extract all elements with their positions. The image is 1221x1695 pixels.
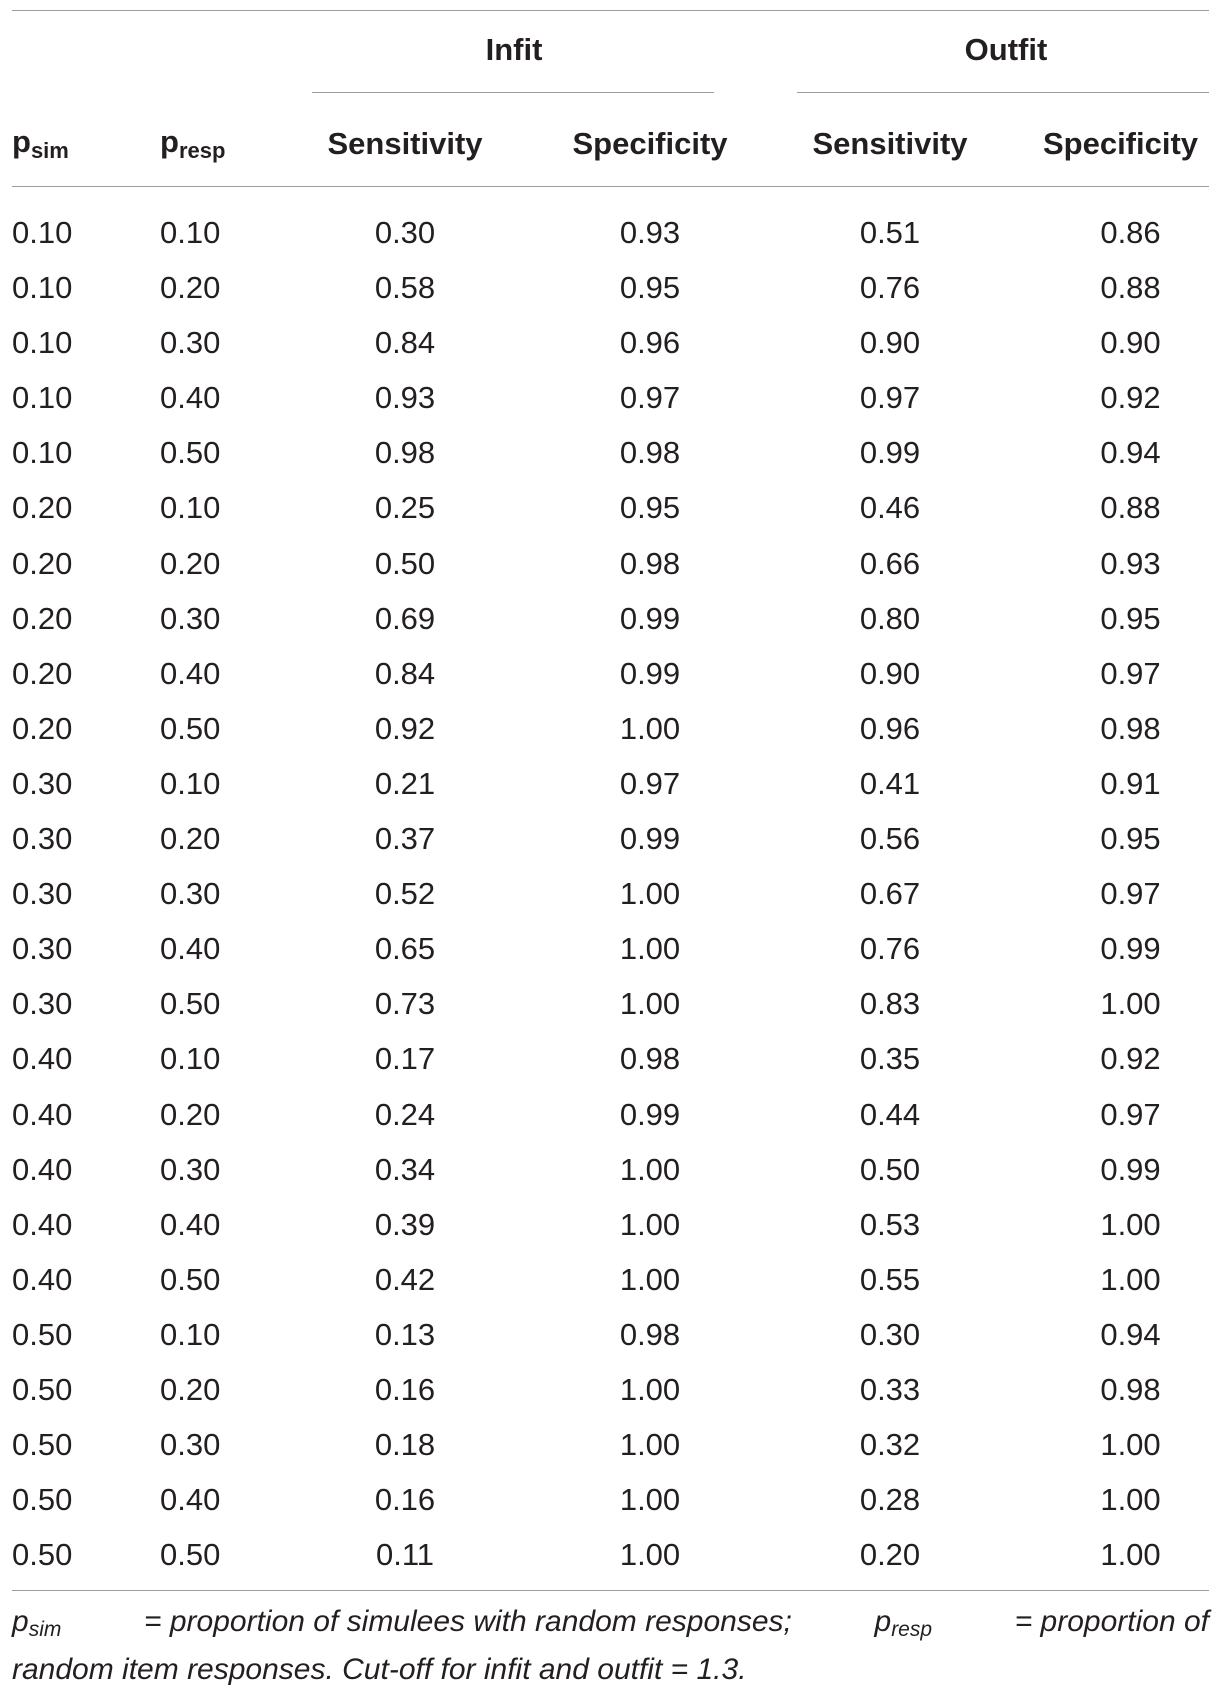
cell-infit-sensitivity: 0.84 xyxy=(374,655,436,691)
cell-outfit-specificity: 1.00 xyxy=(1100,1261,1161,1297)
cell-outfit-sensitivity: 0.83 xyxy=(859,986,921,1022)
cell-outfit-specificity: 0.98 xyxy=(1100,710,1161,746)
cell-infit-sensitivity: 0.13 xyxy=(374,1316,436,1352)
cell-infit-specificity: 1.00 xyxy=(619,876,681,912)
cell-outfit-sensitivity: 0.44 xyxy=(859,1096,921,1132)
table-row xyxy=(12,205,1209,260)
cell-infit-sensitivity: 0.73 xyxy=(374,986,436,1022)
table-row xyxy=(12,921,1209,976)
cell-outfit-specificity: 1.00 xyxy=(1100,986,1161,1022)
cell-outfit-sensitivity: 0.28 xyxy=(859,1482,921,1518)
table-row xyxy=(12,1307,1209,1362)
cell-infit-specificity: 0.98 xyxy=(619,1316,681,1352)
cell-infit-specificity: 0.95 xyxy=(619,270,681,306)
cell-outfit-specificity: 1.00 xyxy=(1100,1482,1161,1518)
cell-psim: 0.40 xyxy=(12,1206,73,1242)
cell-infit-sensitivity: 0.34 xyxy=(374,1151,436,1187)
cell-infit-specificity: 0.99 xyxy=(619,600,681,636)
cell-psim: 0.50 xyxy=(12,1482,73,1518)
cell-infit-sensitivity: 0.98 xyxy=(374,435,436,471)
col-header-psim: $p_{sim}$ xyxy=(12,124,69,163)
cell-infit-sensitivity: 0.16 xyxy=(374,1371,436,1407)
cell-outfit-specificity: 0.95 xyxy=(1100,600,1161,636)
cell-outfit-sensitivity: 0.30 xyxy=(859,1316,921,1352)
cell-psim: 0.50 xyxy=(12,1537,73,1573)
cell-outfit-specificity: 0.97 xyxy=(1100,876,1161,912)
cell-presp: 0.10 xyxy=(160,490,221,526)
footnote-line-1: $p_{sim}$ = proportion of simulees with random responses; $p_{resp}$ = proportion of xyxy=(12,1605,1209,1641)
infit-group-rule xyxy=(312,92,714,93)
outfit-group-rule xyxy=(797,92,1209,93)
cell-presp: 0.10 xyxy=(160,1041,221,1077)
cell-infit-specificity: 0.97 xyxy=(619,765,681,801)
cell-presp: 0.50 xyxy=(160,986,221,1022)
cell-psim: 0.40 xyxy=(12,1261,73,1297)
cell-outfit-specificity: 0.93 xyxy=(1100,545,1161,581)
cell-infit-sensitivity: 0.50 xyxy=(374,545,436,581)
cell-infit-sensitivity: 0.18 xyxy=(374,1427,436,1463)
cell-psim: 0.50 xyxy=(12,1427,73,1463)
cell-infit-specificity: 0.98 xyxy=(619,1041,681,1077)
cell-outfit-sensitivity: 0.50 xyxy=(859,1151,921,1187)
cell-infit-specificity: 0.97 xyxy=(619,380,681,416)
col-header-infit-sensitivity: Sensitivity xyxy=(327,126,483,161)
cell-presp: 0.40 xyxy=(160,380,221,416)
cell-infit-sensitivity: 0.39 xyxy=(374,1206,436,1242)
table-row xyxy=(12,1031,1209,1086)
table-row xyxy=(12,1362,1209,1417)
table-body xyxy=(12,205,1209,1582)
cell-presp: 0.50 xyxy=(160,710,221,746)
cell-infit-specificity: 1.00 xyxy=(619,931,681,967)
table-row xyxy=(12,1527,1209,1582)
cell-psim: 0.10 xyxy=(12,215,73,250)
cell-presp: 0.40 xyxy=(160,931,221,967)
cell-psim: 0.20 xyxy=(12,490,73,526)
cell-outfit-specificity: 0.86 xyxy=(1100,215,1161,250)
cell-psim: 0.10 xyxy=(12,380,73,416)
cell-psim: 0.50 xyxy=(12,1371,73,1407)
cell-infit-specificity: 1.00 xyxy=(619,1261,681,1297)
cell-infit-specificity: 1.00 xyxy=(619,1537,681,1573)
cell-psim: 0.10 xyxy=(12,325,73,361)
cell-infit-sensitivity: 0.92 xyxy=(374,710,436,746)
cell-outfit-specificity: 0.97 xyxy=(1100,655,1161,691)
cell-outfit-specificity: 0.98 xyxy=(1100,1371,1161,1407)
cell-infit-specificity: 1.00 xyxy=(619,710,681,746)
cell-outfit-specificity: 0.91 xyxy=(1100,765,1161,801)
cell-infit-specificity: 0.98 xyxy=(619,545,681,581)
cell-outfit-sensitivity: 0.67 xyxy=(859,876,921,912)
table-row xyxy=(12,315,1209,370)
table-row xyxy=(12,591,1209,646)
cell-infit-sensitivity: 0.17 xyxy=(374,1041,436,1077)
table-row xyxy=(12,811,1209,866)
cell-outfit-specificity: 1.00 xyxy=(1100,1537,1161,1573)
cell-presp: 0.30 xyxy=(160,1151,221,1187)
cell-outfit-sensitivity: 0.76 xyxy=(859,931,921,967)
cell-infit-specificity: 1.00 xyxy=(619,1371,681,1407)
cell-presp: 0.20 xyxy=(160,821,221,857)
cell-outfit-sensitivity: 0.80 xyxy=(859,600,921,636)
cell-infit-specificity: 1.00 xyxy=(619,986,681,1022)
cell-infit-sensitivity: 0.24 xyxy=(374,1096,436,1132)
cell-infit-sensitivity: 0.84 xyxy=(374,325,436,361)
col-header-presp: $p_{resp}$ xyxy=(160,124,226,163)
cell-presp: 0.50 xyxy=(160,1261,221,1297)
cell-infit-specificity: 1.00 xyxy=(619,1482,681,1518)
cell-presp: 0.30 xyxy=(160,876,221,912)
cell-psim: 0.20 xyxy=(12,710,73,746)
cell-presp: 0.20 xyxy=(160,545,221,581)
cell-infit-sensitivity: 0.52 xyxy=(374,876,436,912)
cell-outfit-specificity: 0.92 xyxy=(1100,380,1161,416)
cell-presp: 0.20 xyxy=(160,270,221,306)
cell-outfit-specificity: 0.97 xyxy=(1100,1096,1161,1132)
cell-infit-sensitivity: 0.25 xyxy=(374,490,436,526)
cell-infit-specificity: 0.95 xyxy=(619,490,681,526)
top-rule xyxy=(12,10,1209,11)
cell-outfit-sensitivity: 0.76 xyxy=(859,270,921,306)
cell-presp: 0.20 xyxy=(160,1371,221,1407)
table-row xyxy=(12,425,1209,480)
cell-outfit-specificity: 0.94 xyxy=(1100,435,1161,471)
cell-presp: 0.40 xyxy=(160,1206,221,1242)
cell-psim: 0.40 xyxy=(12,1041,73,1077)
cell-outfit-specificity: 0.99 xyxy=(1100,931,1161,967)
table-row xyxy=(12,1417,1209,1472)
cell-infit-specificity: 1.00 xyxy=(619,1206,681,1242)
cell-outfit-sensitivity: 0.96 xyxy=(859,710,921,746)
table-row xyxy=(12,480,1209,535)
cell-psim: 0.20 xyxy=(12,655,73,691)
table-row xyxy=(12,646,1209,701)
cell-presp: 0.30 xyxy=(160,325,221,361)
cell-psim: 0.30 xyxy=(12,821,73,857)
cell-infit-specificity: 0.99 xyxy=(619,655,681,691)
header-rule xyxy=(12,186,1209,187)
cell-outfit-sensitivity: 0.32 xyxy=(859,1427,921,1463)
cell-outfit-sensitivity: 0.33 xyxy=(859,1371,921,1407)
table-row xyxy=(12,536,1209,591)
table-row xyxy=(12,1197,1209,1252)
cell-infit-specificity: 0.96 xyxy=(619,325,681,361)
cell-outfit-specificity: 0.88 xyxy=(1100,490,1161,526)
cell-psim: 0.30 xyxy=(12,931,73,967)
cell-presp: 0.40 xyxy=(160,1482,221,1518)
cell-outfit-sensitivity: 0.53 xyxy=(859,1206,921,1242)
cell-outfit-sensitivity: 0.56 xyxy=(859,821,921,857)
cell-psim: 0.10 xyxy=(12,435,73,471)
col-header-infit-specificity: Specificity xyxy=(572,126,728,161)
cell-outfit-sensitivity: 0.66 xyxy=(859,545,921,581)
cell-outfit-specificity: 0.99 xyxy=(1100,1151,1161,1187)
table-row xyxy=(12,1472,1209,1527)
table-row xyxy=(12,976,1209,1031)
cell-outfit-specificity: 1.00 xyxy=(1100,1206,1161,1242)
cell-presp: 0.40 xyxy=(160,655,221,691)
cell-outfit-sensitivity: 0.35 xyxy=(859,1041,921,1077)
table-row xyxy=(12,1087,1209,1142)
cell-psim: 0.40 xyxy=(12,1151,73,1187)
cell-outfit-sensitivity: 0.51 xyxy=(859,215,921,250)
cell-outfit-specificity: 0.95 xyxy=(1100,821,1161,857)
cell-presp: 0.30 xyxy=(160,1427,221,1463)
cell-presp: 0.30 xyxy=(160,600,221,636)
cell-infit-sensitivity: 0.69 xyxy=(374,600,436,636)
table-row xyxy=(12,370,1209,425)
cell-outfit-specificity: 0.88 xyxy=(1100,270,1161,306)
cell-outfit-sensitivity: 0.90 xyxy=(859,325,921,361)
cell-presp: 0.10 xyxy=(160,1316,221,1352)
cell-outfit-sensitivity: 0.97 xyxy=(859,380,921,416)
cell-outfit-sensitivity: 0.41 xyxy=(859,765,921,801)
cell-psim: 0.20 xyxy=(12,600,73,636)
bottom-rule xyxy=(12,1590,1209,1591)
cell-infit-specificity: 0.99 xyxy=(619,1096,681,1132)
cell-infit-sensitivity: 0.93 xyxy=(374,380,436,416)
cell-outfit-sensitivity: 0.55 xyxy=(859,1261,921,1297)
table-row xyxy=(12,260,1209,315)
cell-infit-specificity: 0.99 xyxy=(619,821,681,857)
cell-psim: 0.10 xyxy=(12,270,73,306)
cell-psim: 0.30 xyxy=(12,765,73,801)
cell-psim: 0.30 xyxy=(12,986,73,1022)
table-row xyxy=(12,866,1209,921)
cell-outfit-sensitivity: 0.90 xyxy=(859,655,921,691)
cell-infit-specificity: 0.93 xyxy=(619,215,681,250)
table-row xyxy=(12,701,1209,756)
col-header-outfit-specificity: Specificity xyxy=(1042,126,1199,161)
cell-outfit-specificity: 1.00 xyxy=(1100,1427,1161,1463)
cell-infit-sensitivity: 0.30 xyxy=(374,215,436,250)
cell-outfit-sensitivity: 0.46 xyxy=(859,490,921,526)
group-header-outfit: Outfit xyxy=(964,32,1048,67)
cell-infit-specificity: 0.98 xyxy=(619,435,681,471)
cell-presp: 0.10 xyxy=(160,215,221,250)
cell-presp: 0.50 xyxy=(160,1537,221,1573)
cell-presp: 0.50 xyxy=(160,435,221,471)
cell-infit-sensitivity: 0.42 xyxy=(374,1261,436,1297)
table-row xyxy=(12,1142,1209,1197)
cell-infit-specificity: 1.00 xyxy=(619,1427,681,1463)
cell-infit-sensitivity: 0.16 xyxy=(374,1482,436,1518)
cell-psim: 0.30 xyxy=(12,876,73,912)
cell-infit-sensitivity: 0.21 xyxy=(374,765,436,801)
cell-outfit-specificity: 0.90 xyxy=(1100,325,1161,361)
group-header-infit: Infit xyxy=(485,32,543,67)
cell-infit-sensitivity: 0.37 xyxy=(374,821,436,857)
cell-psim: 0.40 xyxy=(12,1096,73,1132)
cell-outfit-sensitivity: 0.20 xyxy=(859,1537,921,1573)
cell-presp: 0.20 xyxy=(160,1096,221,1132)
table-row xyxy=(12,1252,1209,1307)
cell-infit-specificity: 1.00 xyxy=(619,1151,681,1187)
table-row xyxy=(12,756,1209,811)
cell-infit-sensitivity: 0.58 xyxy=(374,270,436,306)
cell-infit-sensitivity: 0.11 xyxy=(375,1537,435,1573)
cell-psim: 0.50 xyxy=(12,1316,73,1352)
cell-psim: 0.20 xyxy=(12,545,73,581)
cell-outfit-specificity: 0.92 xyxy=(1100,1041,1161,1077)
table-footnote xyxy=(12,1602,1209,1690)
cell-outfit-sensitivity: 0.99 xyxy=(859,435,921,471)
col-header-outfit-sensitivity: Sensitivity xyxy=(812,126,968,161)
footnote-line-2: random item responses. Cut-off for infit and outfit = 1.3. xyxy=(12,1653,747,1686)
cell-outfit-specificity: 0.94 xyxy=(1100,1316,1161,1352)
cell-infit-sensitivity: 0.65 xyxy=(374,931,436,967)
cell-presp: 0.10 xyxy=(160,765,221,801)
